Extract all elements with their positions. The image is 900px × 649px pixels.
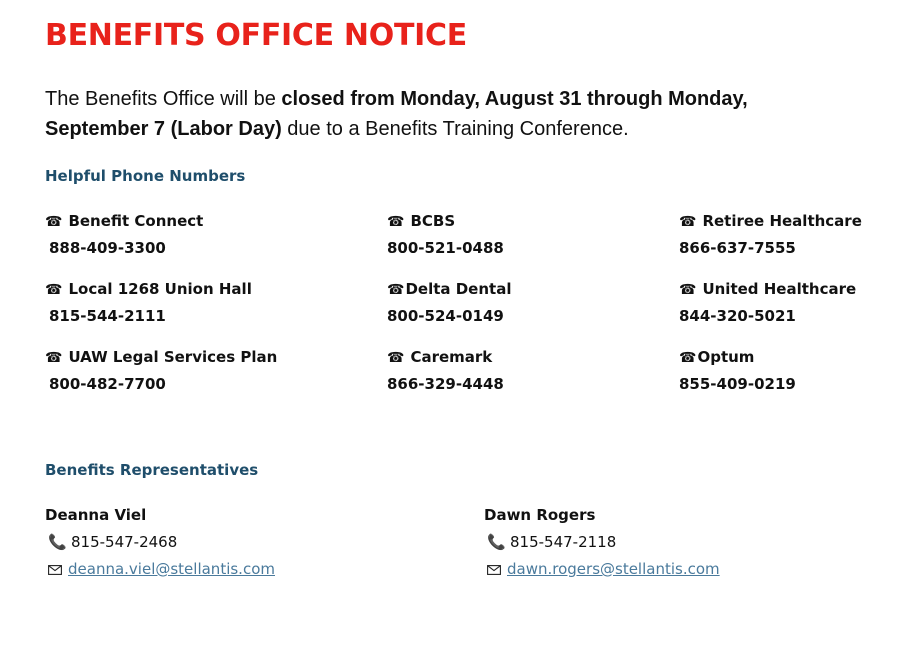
telephone-icon: ☎ (387, 282, 405, 298)
phone-entry-number: 855-409-0219 (679, 375, 796, 393)
phone-entry (679, 276, 856, 329)
phone-entry (45, 276, 252, 329)
notice-body-prefix: The Benefits Office will be (45, 88, 282, 110)
phone-entry (679, 208, 862, 261)
representative-card (484, 502, 720, 583)
phone-entry-number: 800-521-0488 (387, 239, 504, 257)
telephone-icon: ☎ (45, 282, 63, 298)
phone-entry-name: Retiree Healthcare (702, 212, 862, 230)
phone-numbers-heading: Helpful Phone Numbers (45, 167, 246, 185)
notice-body-suffix: due to a Benefits Training Conference. (281, 118, 629, 140)
representative-email-link[interactable]: deanna.viel@stellantis.com (68, 560, 275, 578)
phone-entry (387, 344, 504, 397)
telephone-icon: ☎ (679, 350, 697, 366)
telephone-icon: ☎ (45, 350, 63, 366)
phone-entry-number: 800-482-7700 (49, 375, 166, 393)
phone-entry-name: Caremark (410, 348, 493, 366)
telephone-icon: ☎ (45, 214, 63, 230)
phone-entry-number: 815-544-2111 (49, 307, 166, 325)
phone-entry-number: 888-409-3300 (49, 239, 166, 257)
phone-entry-number: 844-320-5021 (679, 307, 796, 325)
representative-phone (484, 529, 720, 556)
phone-entry-name: Local 1268 Union Hall (68, 280, 252, 298)
phone-entry-number: 800-524-0149 (387, 307, 504, 325)
representative-email-link[interactable]: dawn.rogers@stellantis.com (507, 560, 720, 578)
representative-phone (45, 529, 275, 556)
phone-entry-name: Benefit Connect (68, 212, 204, 230)
telephone-icon: ☎ (387, 350, 405, 366)
phone-entry-name: Delta Dental (405, 280, 512, 298)
notice-page (45, 18, 875, 578)
notice-body (45, 84, 845, 144)
phone-entry-number: 866-329-4448 (387, 375, 504, 393)
phone-entry (679, 344, 796, 397)
telephone-icon: ☎ (679, 214, 697, 230)
phone-entry-name: Optum (697, 348, 755, 366)
representatives-heading: Benefits Representatives (45, 461, 259, 479)
phone-receiver-icon: 📞 (48, 533, 67, 551)
notice-body-closure-dates: closed from Monday, August 31 through Monday, September 7 (Labor Day) (45, 88, 748, 140)
envelope-icon (487, 565, 501, 575)
phone-entry (387, 208, 504, 261)
representative-name: Deanna Viel (45, 506, 147, 524)
phone-entry-name: UAW Legal Services Plan (68, 348, 278, 366)
representative-phone-number: 815-547-2118 (510, 533, 617, 551)
telephone-icon: ☎ (387, 214, 405, 230)
phone-entry-name: United Healthcare (702, 280, 857, 298)
phone-entry-name: BCBS (410, 212, 456, 230)
phone-entry (387, 276, 511, 329)
envelope-icon (48, 565, 62, 575)
phone-entry-number: 866-637-7555 (679, 239, 796, 257)
representative-email (45, 556, 275, 583)
representative-card (45, 502, 275, 583)
phone-entry (45, 344, 277, 397)
phone-entry (45, 208, 203, 261)
representative-email (484, 556, 720, 583)
telephone-icon: ☎ (679, 282, 697, 298)
notice-title: BENEFITS OFFICE NOTICE (45, 18, 467, 53)
phone-receiver-icon: 📞 (487, 533, 506, 551)
representative-name: Dawn Rogers (484, 506, 596, 524)
representative-phone-number: 815-547-2468 (71, 533, 178, 551)
